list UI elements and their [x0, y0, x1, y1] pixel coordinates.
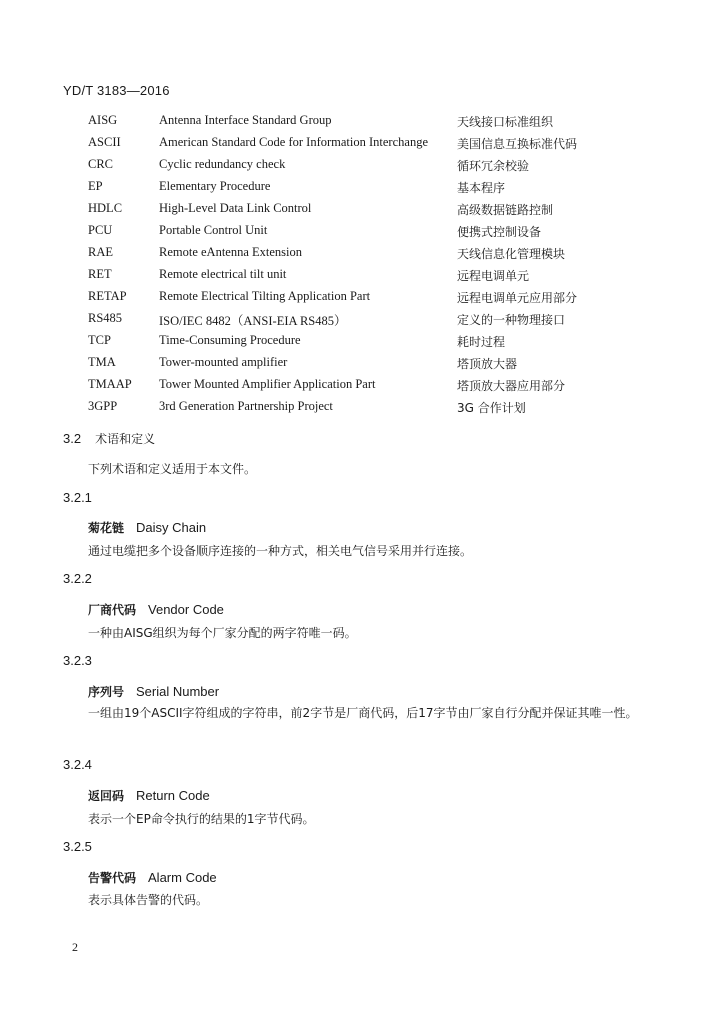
abbreviation-code: RAE: [88, 245, 113, 259]
term-definition: 通过电缆把多个设备顺序连接的一种方式，相关电气信号采用并行连接。: [88, 544, 473, 558]
abbreviation-code: TMAAP: [88, 377, 132, 391]
abbreviation-chinese: 远程电调单元: [457, 269, 530, 283]
abbreviation-english: ISO/IEC 8482（ANSI-EIA RS485）: [159, 314, 347, 328]
term-en: Return Code: [136, 788, 210, 803]
abbreviation-english: Antenna Interface Standard Group: [159, 113, 332, 127]
term-zh: 菊花链: [88, 521, 125, 535]
term-heading: [88, 787, 210, 805]
abbreviation-code: TMA: [88, 355, 116, 369]
abbreviation-chinese: 天线信息化管理模块: [457, 247, 566, 261]
abbreviation-row: [88, 355, 648, 377]
abbreviation-row: [88, 377, 648, 399]
abbreviation-row: [88, 333, 648, 355]
abbreviation-row: [88, 245, 648, 267]
abbreviation-code: EP: [88, 179, 103, 193]
abbreviation-row: [88, 157, 648, 179]
abbreviation-code: RS485: [88, 311, 123, 325]
term-heading: [88, 869, 217, 887]
abbreviation-row: [88, 289, 648, 311]
abbreviation-english: Cyclic redundancy check: [159, 157, 286, 171]
page-number: 2: [72, 940, 78, 954]
section-number: 3.2: [63, 431, 82, 446]
abbreviation-code: 3GPP: [88, 399, 118, 413]
abbreviation-code: TCP: [88, 333, 111, 347]
abbreviation-row: [88, 311, 648, 333]
abbreviation-english: Portable Control Unit: [159, 223, 268, 237]
term-zh: 返回码: [88, 789, 125, 803]
abbreviation-chinese: 循环冗余校验: [457, 159, 530, 173]
abbreviation-code: CRC: [88, 157, 114, 171]
abbreviation-code: RET: [88, 267, 112, 281]
document-header: YD/T 3183—2016: [63, 83, 170, 98]
section-title: 术语和定义: [95, 432, 156, 446]
term-definition: 表示一个EP命令执行的结果的1字节代码。: [88, 812, 315, 826]
abbreviation-code: ASCII: [88, 135, 121, 149]
abbreviation-english: High-Level Data Link Control: [159, 201, 312, 215]
term-en: Vendor Code: [148, 602, 224, 617]
abbreviation-row: [88, 201, 648, 223]
section-heading: [63, 430, 155, 447]
term-heading: [88, 519, 206, 537]
term-number: 3.2.5: [63, 839, 92, 854]
term-definition: 一组由19个ASCII字符组成的字符串，前2字节是厂商代码，后17字节由厂家自行分配并保证其唯一性。: [88, 706, 638, 720]
term-number: 3.2.1: [63, 490, 92, 505]
abbreviation-code: AISG: [88, 113, 118, 127]
abbreviation-chinese: 3G 合作计划: [457, 401, 526, 415]
abbreviation-chinese: 远程电调单元应用部分: [457, 291, 578, 305]
abbreviation-english: Tower Mounted Amplifier Application Part: [159, 377, 376, 391]
abbreviation-chinese: 便携式控制设备: [457, 225, 542, 239]
term-en: Serial Number: [136, 684, 220, 699]
abbreviation-chinese: 耗时过程: [457, 335, 506, 349]
abbreviation-english: Remote eAntenna Extension: [159, 245, 303, 259]
term-heading: [88, 601, 224, 619]
abbreviation-chinese: 塔顶放大器: [457, 357, 518, 371]
abbreviation-english: Time-Consuming Procedure: [159, 333, 301, 347]
term-zh: 序列号: [88, 685, 125, 699]
abbreviation-english: American Standard Code for Information Interchange: [159, 135, 428, 149]
abbreviation-code: RETAP: [88, 289, 127, 303]
section-intro: 下列术语和定义适用于本文件。: [88, 462, 257, 476]
abbreviation-row: [88, 267, 648, 289]
abbreviation-row: [88, 399, 648, 421]
abbreviation-english: Tower-mounted amplifier: [159, 355, 288, 369]
abbreviation-english: Remote electrical tilt unit: [159, 267, 287, 281]
term-zh: 厂商代码: [88, 603, 137, 617]
term-number: 3.2.2: [63, 571, 92, 586]
abbreviation-row: [88, 179, 648, 201]
abbreviation-chinese: 美国信息互换标准代码: [457, 137, 578, 151]
term-heading: [88, 683, 219, 701]
abbreviation-code: PCU: [88, 223, 113, 237]
term-number: 3.2.4: [63, 757, 92, 772]
abbreviation-english: Elementary Procedure: [159, 179, 271, 193]
term-definition: 一种由AISG组织为每个厂家分配的两字符唯一码。: [88, 626, 357, 640]
term-definition: 表示具体告警的代码。: [88, 893, 209, 907]
abbreviation-code: HDLC: [88, 201, 123, 215]
abbreviation-english: 3rd Generation Partnership Project: [159, 399, 333, 413]
abbreviation-chinese: 定义的一种物理接口: [457, 313, 566, 327]
abbreviation-row: [88, 135, 648, 157]
term-zh: 告警代码: [88, 871, 137, 885]
abbreviation-chinese: 基本程序: [457, 181, 506, 195]
term-en: Alarm Code: [148, 870, 217, 885]
term-number: 3.2.3: [63, 653, 92, 668]
abbreviation-chinese: 天线接口标准组织: [457, 115, 554, 129]
abbreviation-row: [88, 113, 648, 135]
term-en: Daisy Chain: [136, 520, 207, 535]
abbreviation-english: Remote Electrical Tilting Application Part: [159, 289, 371, 303]
abbreviation-chinese: 塔顶放大器应用部分: [457, 379, 566, 393]
abbreviation-chinese: 高级数据链路控制: [457, 203, 554, 217]
abbreviation-row: [88, 223, 648, 245]
abbreviation-table: [88, 113, 648, 421]
